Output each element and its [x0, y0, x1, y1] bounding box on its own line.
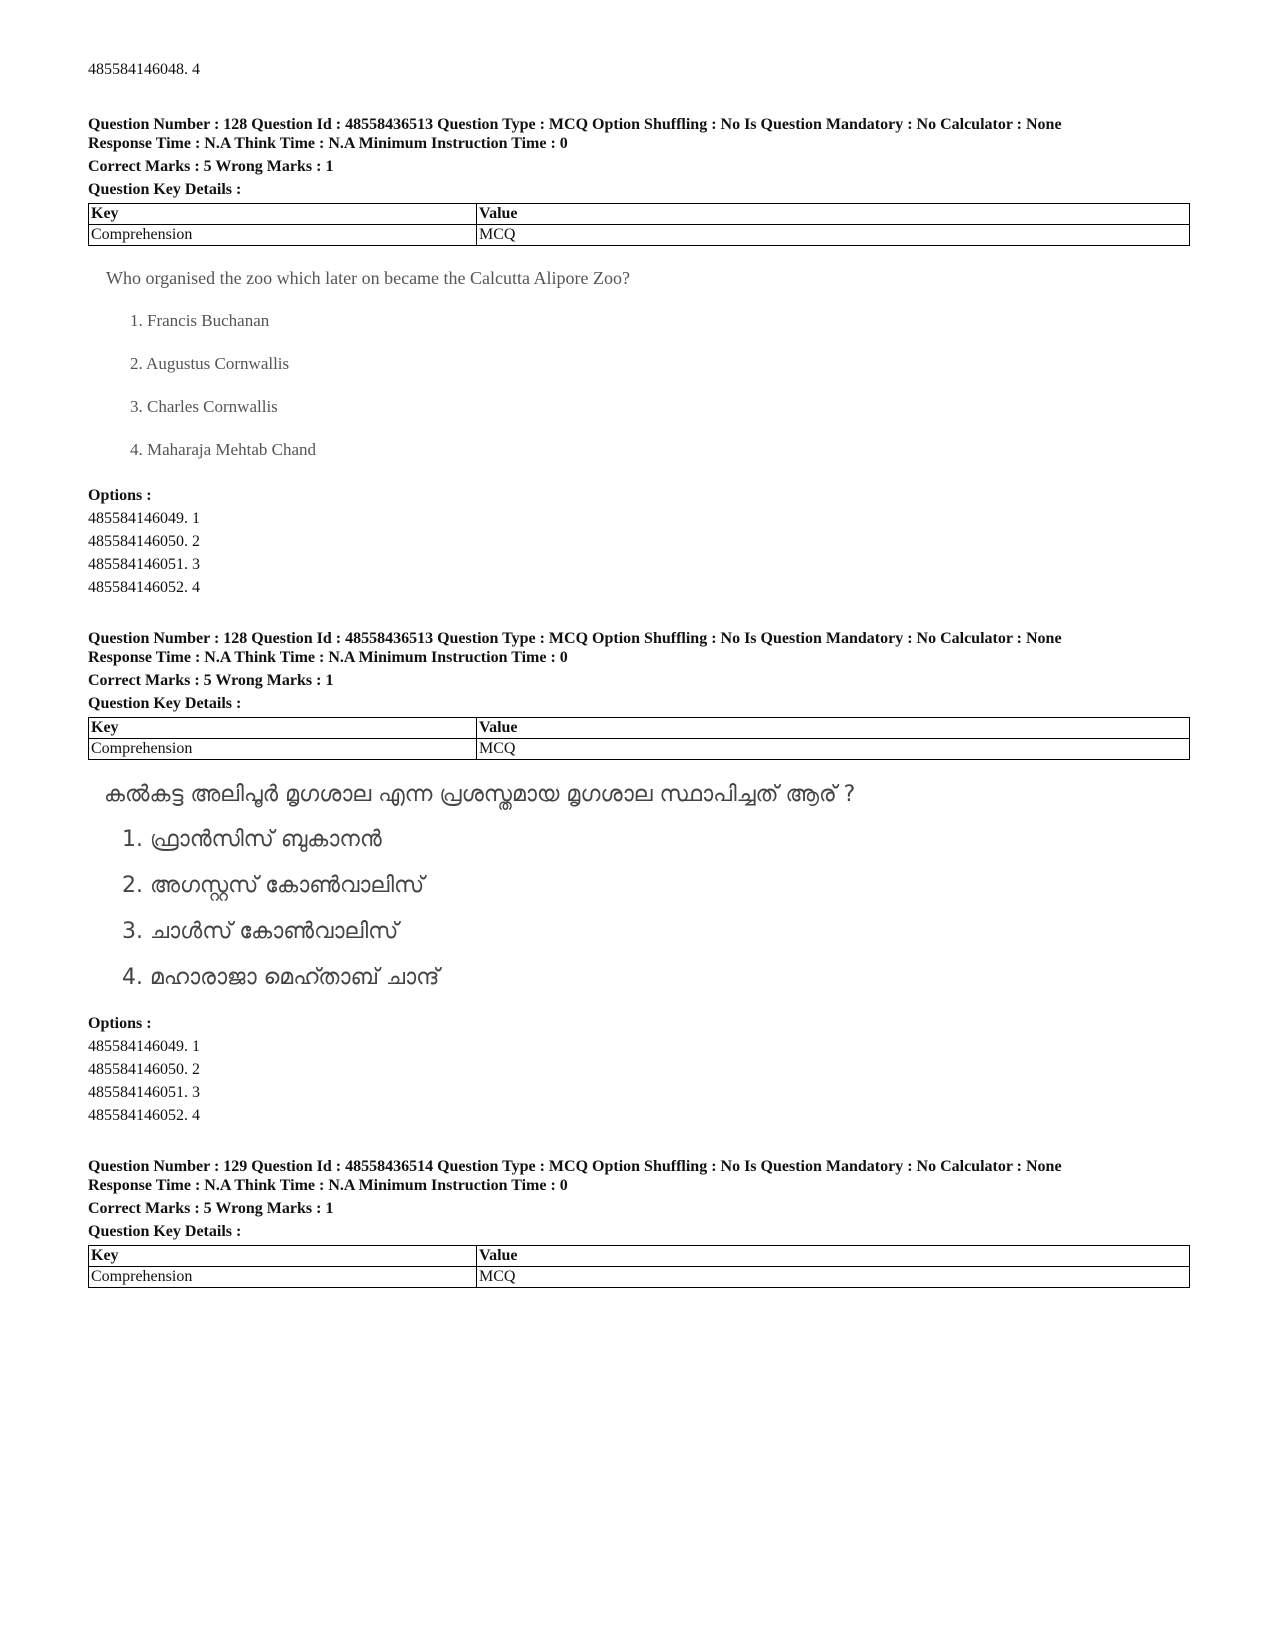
question-meta-line: Question Number : 129 Question Id : 48558436514 Question Type : MCQ Option Shuffling : No Is Question Mandatory : No Calculator : None [88, 1158, 1062, 1175]
table-row [89, 1267, 1190, 1288]
option-line: 485584146049. 1 [88, 1038, 200, 1055]
answer-choice: 3. Charles Cornwallis [130, 397, 278, 416]
answer-choice: 4. Maharaja Mehtab Chand [130, 440, 316, 459]
question-meta-line: Question Number : 128 Question Id : 48558436513 Question Type : MCQ Option Shuffling : No Is Question Mandatory : No Calculator : None [88, 116, 1062, 133]
option-line: 485584146052. 4 [88, 1107, 200, 1124]
answer-choice: 1. Francis Buchanan [130, 311, 270, 330]
option-line: 485584146050. 2 [88, 1061, 200, 1078]
option-line: 485584146051. 3 [88, 1084, 200, 1101]
table-cell-value: MCQ [477, 739, 1190, 760]
marks-line: Correct Marks : 5 Wrong Marks : 1 [88, 1200, 334, 1217]
question-meta-line: Question Number : 128 Question Id : 48558436513 Question Type : MCQ Option Shuffling : No Is Question Mandatory : No Calculator : None [88, 630, 1062, 647]
marks-line: Correct Marks : 5 Wrong Marks : 1 [88, 158, 334, 175]
table-header-row [89, 1246, 1190, 1267]
question-timing-line: Response Time : N.A Think Time : N.A Minimum Instruction Time : 0 [88, 1177, 568, 1194]
table-cell-key: Comprehension [89, 739, 477, 760]
option-line: 485584146052. 4 [88, 579, 200, 596]
option-line: 485584146048. 4 [88, 61, 200, 78]
table-row [89, 739, 1190, 760]
table-header-key: Key [89, 718, 477, 739]
answer-choice: 1. ഫ്രാൻസിസ് ബുകാനൻ [122, 827, 382, 852]
key-details-heading: Question Key Details : [88, 695, 242, 712]
options-heading: Options : [88, 487, 152, 504]
option-line: 485584146051. 3 [88, 556, 200, 573]
option-line: 485584146049. 1 [88, 510, 200, 527]
options-heading: Options : [88, 1015, 152, 1032]
question-timing-line: Response Time : N.A Think Time : N.A Minimum Instruction Time : 0 [88, 649, 568, 666]
table-cell-key: Comprehension [89, 225, 477, 246]
table-cell-key: Comprehension [89, 1267, 477, 1288]
table-header-value: Value [477, 718, 1190, 739]
answer-choice: 4. മഹാരാജാ മെഹ്താബ് ചാന്ദ് [122, 965, 440, 990]
question-key-table [88, 1245, 1190, 1288]
answer-choice: 2. അഗസ്റ്റസ് കോൺവാലിസ് [122, 873, 425, 898]
table-header-row [89, 718, 1190, 739]
table-header-value: Value [477, 1246, 1190, 1267]
marks-line: Correct Marks : 5 Wrong Marks : 1 [88, 672, 334, 689]
table-header-row [89, 204, 1190, 225]
table-header-value: Value [477, 204, 1190, 225]
question-key-table [88, 717, 1190, 760]
key-details-heading: Question Key Details : [88, 1223, 242, 1240]
answer-choice: 2. Augustus Cornwallis [130, 354, 290, 373]
option-line: 485584146050. 2 [88, 533, 200, 550]
answer-choice: 3. ചാൾസ് കോൺവാലിസ് [122, 919, 399, 944]
key-details-heading: Question Key Details : [88, 181, 242, 198]
question-key-table [88, 203, 1190, 246]
table-header-key: Key [89, 204, 477, 225]
table-cell-value: MCQ [477, 225, 1190, 246]
table-header-key: Key [89, 1246, 477, 1267]
question-text: Who organised the zoo which later on became the Calcutta Alipore Zoo? [106, 268, 630, 288]
table-row [89, 225, 1190, 246]
question-text: കൽകട്ട അലിപൂർ മൃഗശാല എന്ന പ്രശസ്തമായ മൃഗശാല സ്ഥാപിച്ചത് ആര് ? [104, 782, 856, 807]
table-cell-value: MCQ [477, 1267, 1190, 1288]
question-timing-line: Response Time : N.A Think Time : N.A Minimum Instruction Time : 0 [88, 135, 568, 152]
